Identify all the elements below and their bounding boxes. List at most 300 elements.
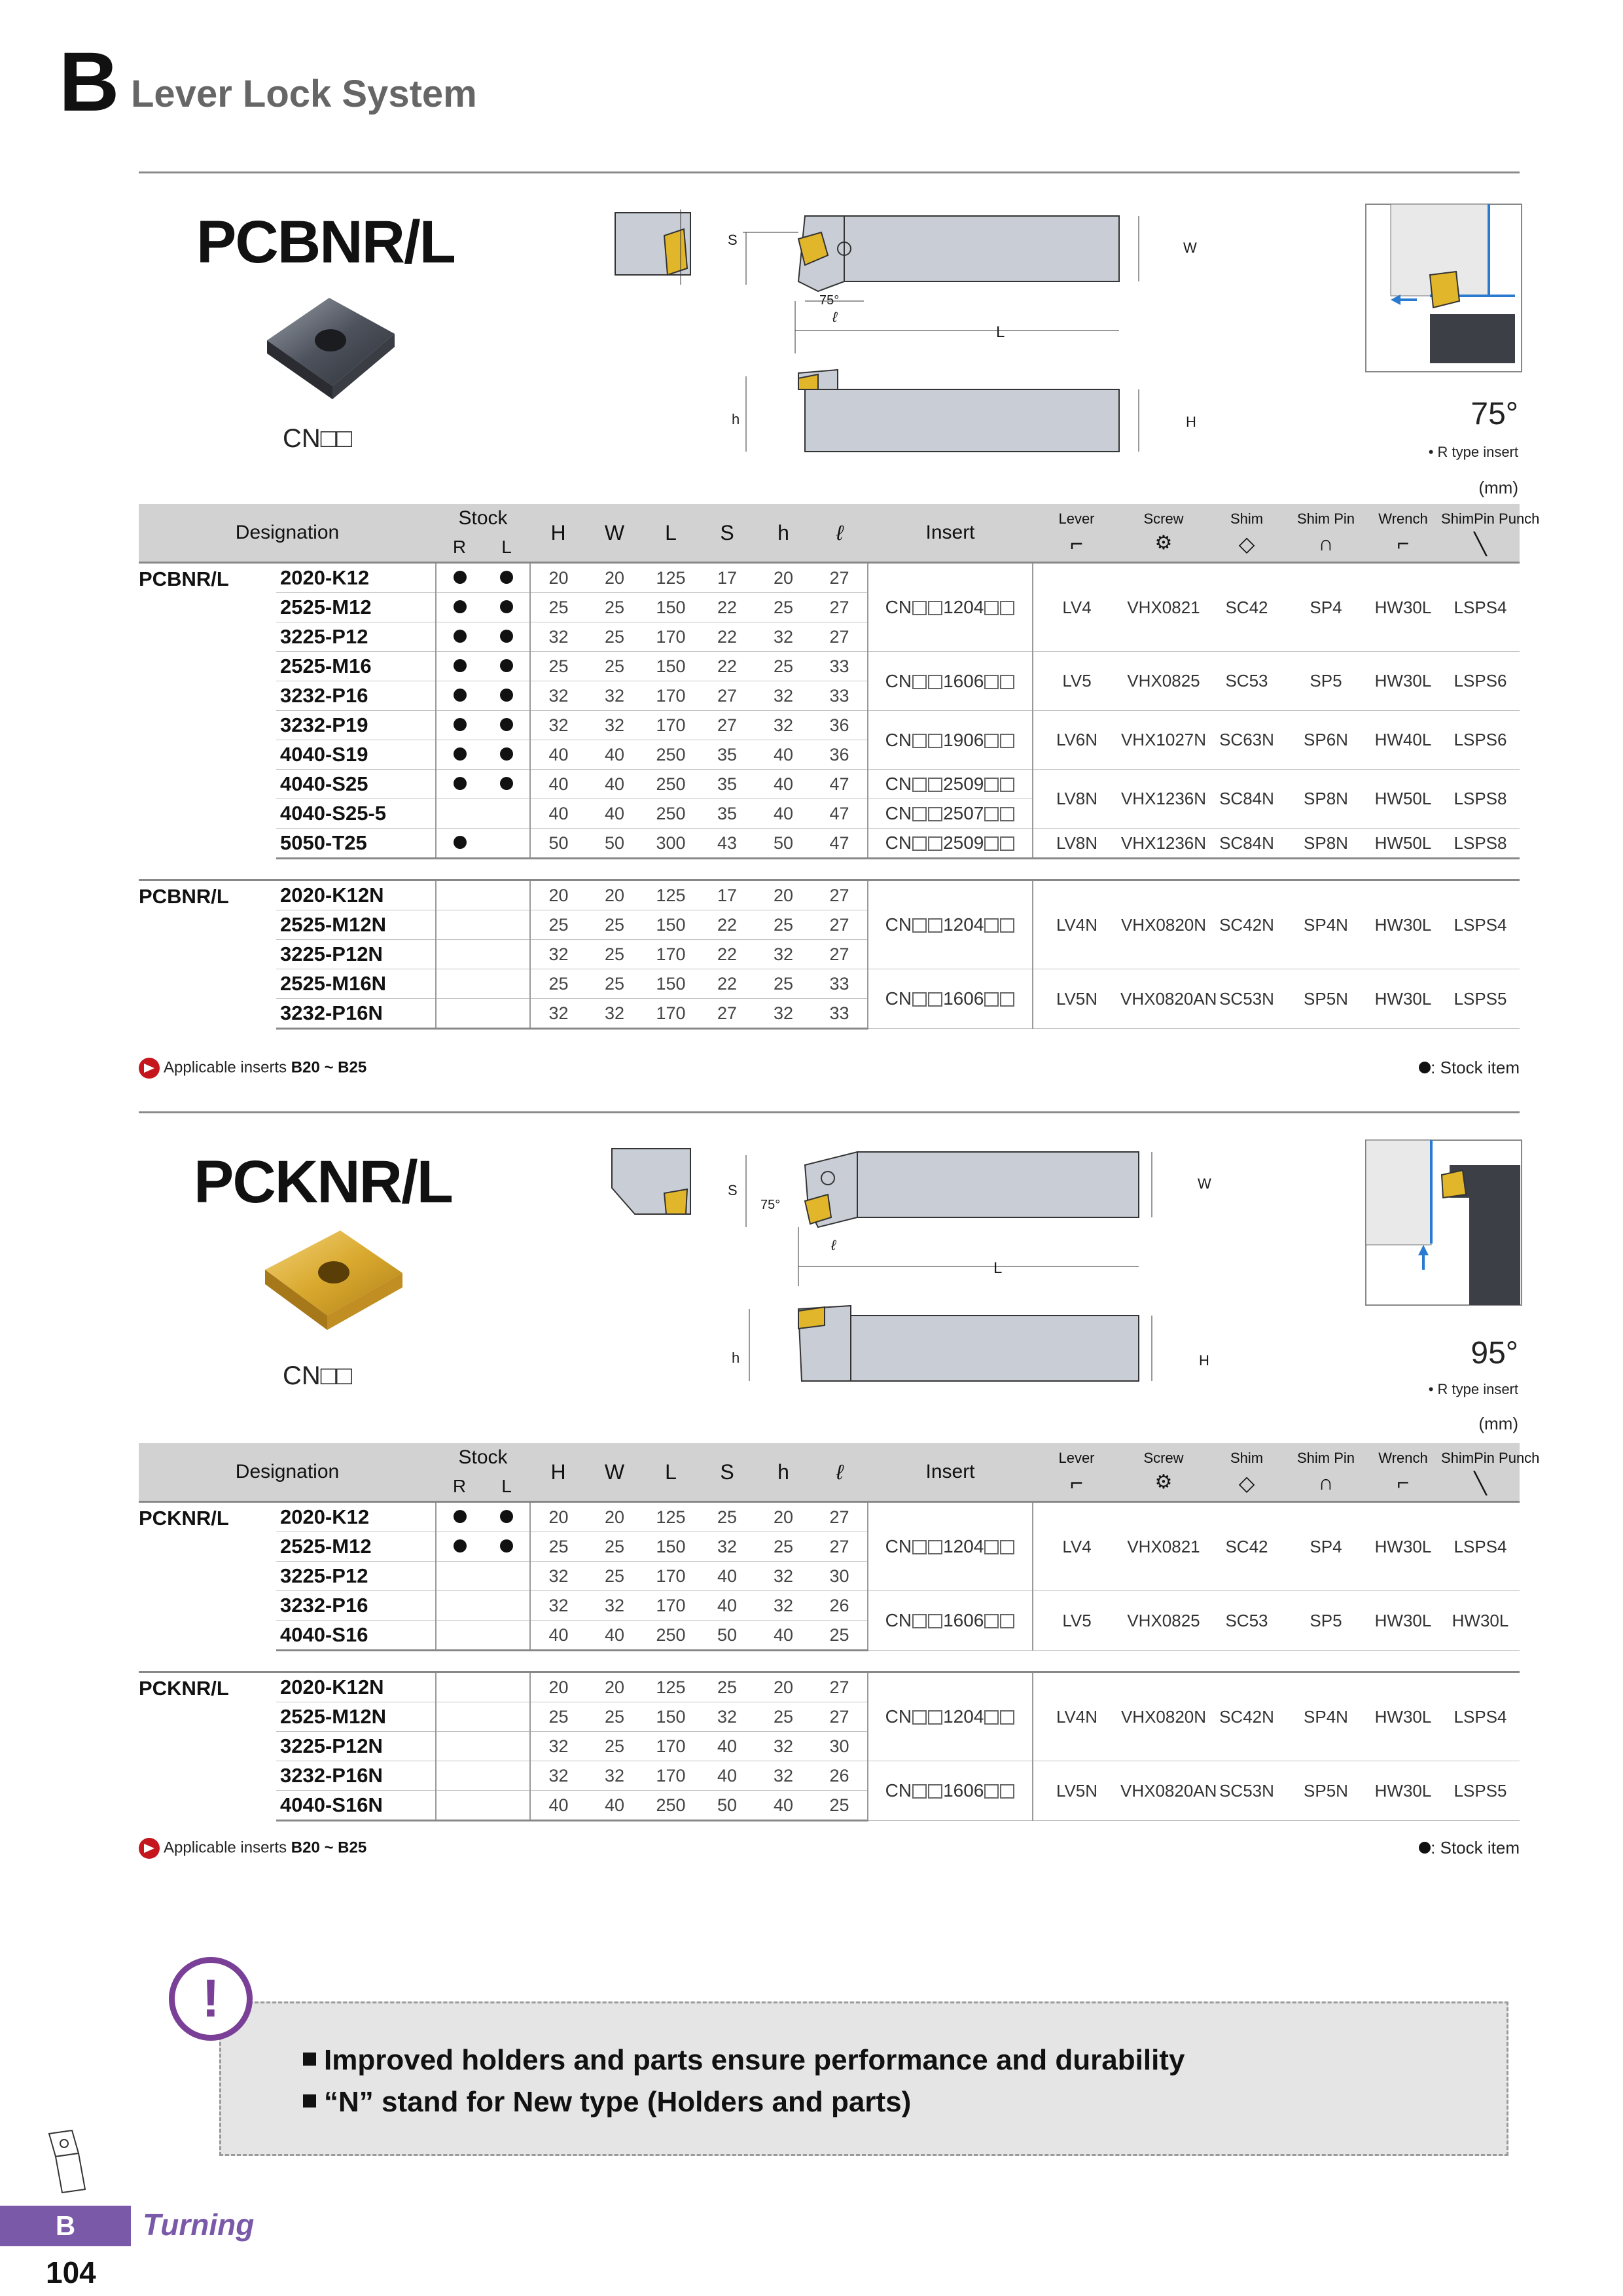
insert-cell: CN 1606 (868, 1591, 1033, 1651)
screw-cell: VHX0825 (1120, 652, 1207, 711)
designation-cell: 2525-M16 (276, 652, 436, 681)
dim-lsmall-cell: 27 (812, 1702, 868, 1732)
dim-lsmall-cell: 27 (812, 1672, 868, 1702)
dim-w-label-2: W (1198, 1175, 1211, 1192)
wrench-icon: ⌐ (1397, 1471, 1410, 1494)
screw-icon: ⚙ (1154, 1471, 1173, 1493)
table-row (139, 969, 1520, 999)
dim-s-label: S (728, 232, 738, 248)
stock-dot-icon (454, 571, 467, 584)
stock-l-cell (483, 1562, 530, 1591)
dim-s-label-2: S (728, 1182, 738, 1198)
dim-W-cell: 25 (586, 1732, 643, 1761)
screw-cell: VHX0820N (1120, 1672, 1207, 1761)
dim-h-cell: 20 (755, 1672, 812, 1702)
designation-cell: 3225-P12N (276, 940, 436, 969)
designation-cell: 4040-S25 (276, 770, 436, 799)
tool-diagram-pcknr (602, 1142, 1224, 1404)
insert-note-pcknr: • R type insert (1428, 1381, 1518, 1397)
applicable-inserts-1: Applicable inserts B20 ~ B25 (139, 1058, 366, 1079)
lever-cell: LV4 (1033, 1502, 1120, 1591)
spec-table-pcknr (139, 1443, 1540, 1821)
insert-code-pcbnr: CN□□ (283, 424, 353, 453)
cutting-view-pcknr (1364, 1139, 1523, 1306)
shim-cell: SC42 (1207, 1502, 1287, 1591)
pin-cell: SP8N (1287, 770, 1365, 829)
unit-pcknr: (mm) (1478, 1414, 1518, 1433)
dim-L-cell: 250 (643, 1791, 699, 1821)
dim-H-cell: 20 (530, 880, 586, 910)
dim-H-cell: 32 (530, 1562, 586, 1591)
stock-r-cell (436, 652, 483, 681)
stock-r-cell (436, 740, 483, 770)
product-title-pcbnr: PCBNR/L (196, 209, 455, 276)
dim-S-cell: 50 (699, 1621, 755, 1651)
dim-W-cell: 40 (586, 740, 643, 770)
arrow-icon (139, 1058, 160, 1079)
col-stock-r: R (436, 533, 483, 563)
insert-cell: CN 1606 (868, 652, 1033, 711)
dim-W-cell: 25 (586, 1702, 643, 1732)
stock-r-cell (436, 1791, 483, 1821)
lever-cell: LV8N (1033, 829, 1120, 859)
pin-cell: SP5 (1287, 652, 1365, 711)
stock-r-cell (436, 770, 483, 799)
dim-W-cell: 32 (586, 681, 643, 711)
designation-cell: 3232-P16 (276, 1591, 436, 1621)
dim-W-cell: 40 (586, 799, 643, 829)
dim-H-cell: 25 (530, 969, 586, 999)
dim-L-cell: 170 (643, 1761, 699, 1791)
pin-cell: SP5N (1287, 969, 1365, 1029)
dim-h-cell: 32 (755, 711, 812, 740)
shim-cell: SC53N (1207, 969, 1287, 1029)
dim-h-cell: 25 (755, 1532, 812, 1562)
dim-lsmall-cell: 27 (812, 910, 868, 940)
stock-r-cell (436, 593, 483, 622)
dim-w-label: W (1183, 240, 1197, 256)
dim-lsmall-cell: 33 (812, 681, 868, 711)
designation-cell: 2020-K12 (276, 1502, 436, 1532)
dim-S-cell: 35 (699, 740, 755, 770)
col-shim-pin: Shim Pin ∩ (1287, 1443, 1365, 1502)
dim-H-cell: 20 (530, 563, 586, 593)
col-shim: Shim ◇ (1207, 1443, 1287, 1502)
col-shimpin-punch: ShimPin Punch ╲ (1441, 1443, 1520, 1502)
pin-cell: SP4 (1287, 563, 1365, 652)
shim-cell: SC63N (1207, 711, 1287, 770)
stock-dot-icon (454, 659, 467, 672)
table-row (139, 711, 1520, 740)
dim-lsmall-cell: 47 (812, 770, 868, 799)
dim-L-cell: 125 (643, 1672, 699, 1702)
info-box (219, 2001, 1508, 2156)
dim-H-cell: 25 (530, 1532, 586, 1562)
stock-l-cell (483, 1791, 530, 1821)
stock-dot-icon (500, 630, 513, 643)
dim-lsmall-cell: 26 (812, 1591, 868, 1621)
dim-W-cell: 25 (586, 622, 643, 652)
stock-dot-icon (500, 571, 513, 584)
stock-r-cell (436, 1672, 483, 1702)
designation-cell: 2020-K12N (276, 1672, 436, 1702)
dim-h-label-2: h (732, 1350, 740, 1366)
wrench-cell: HW30L (1365, 1672, 1441, 1761)
designation-cell: 2525-M16N (276, 969, 436, 999)
col-h: h (755, 1443, 812, 1502)
pin-cell: SP8N (1287, 829, 1365, 859)
wrench-icon: ⌐ (1397, 531, 1410, 555)
dim-L-cell: 170 (643, 1732, 699, 1761)
stock-dot-icon (500, 747, 513, 761)
dim-h-cell: 50 (755, 829, 812, 859)
shim-cell: SC53 (1207, 1591, 1287, 1651)
dim-h-cell: 32 (755, 1591, 812, 1621)
tool-diagram-pcbnr (602, 203, 1224, 465)
screw-cell: VHX1236N (1120, 829, 1207, 859)
col-stock-l: L (483, 1472, 530, 1502)
designation-cell: 4040-S16N (276, 1791, 436, 1821)
shim-cell: SC84N (1207, 770, 1287, 829)
stock-r-cell (436, 622, 483, 652)
stock-r-cell (436, 880, 483, 910)
insert-cell: CN 2507 (868, 799, 1033, 829)
dim-lsmall-cell: 36 (812, 740, 868, 770)
lever-cell: LV4N (1033, 1672, 1120, 1761)
stock-l-cell (483, 1532, 530, 1562)
col-h: h (755, 504, 812, 563)
dim-W-cell: 25 (586, 1562, 643, 1591)
designation-cell: 3232-P16 (276, 681, 436, 711)
insert-cell: CN 1204 (868, 1502, 1033, 1591)
stock-dot-icon (1419, 1842, 1431, 1854)
stock-dot-icon (454, 689, 467, 702)
insert-cell: CN 2509 (868, 770, 1033, 799)
dim-H-label: H (1186, 414, 1196, 430)
stock-dot-icon (500, 600, 513, 613)
insert-cell: CN 1606 (868, 1761, 1033, 1821)
dim-S-cell: 40 (699, 1591, 755, 1621)
designation-cell: 3225-P12 (276, 622, 436, 652)
table-row (139, 563, 1520, 593)
dim-H-cell: 32 (530, 999, 586, 1029)
stock-l-cell (483, 1621, 530, 1651)
lever-cell: LV6N (1033, 711, 1120, 770)
stock-r-cell (436, 681, 483, 711)
dim-L-cell: 150 (643, 652, 699, 681)
dim-W-cell: 25 (586, 593, 643, 622)
angle-pcknr: 95° (1471, 1336, 1518, 1371)
dim-S-cell: 35 (699, 799, 755, 829)
dim-L-cell: 150 (643, 1702, 699, 1732)
stock-dot-icon (500, 777, 513, 790)
col-stock: Stock (436, 504, 530, 533)
designation-cell: 3232-P19 (276, 711, 436, 740)
dim-L-cell: 170 (643, 1591, 699, 1621)
dim-angle-label: 75° (819, 293, 840, 308)
stock-r-cell (436, 910, 483, 940)
designation-cell: 4040-S25-5 (276, 799, 436, 829)
table-row (139, 880, 1520, 910)
exclamation-icon: ! (169, 1957, 253, 2041)
dim-H-cell: 32 (530, 622, 586, 652)
dim-H-cell: 40 (530, 770, 586, 799)
dim-h-cell: 32 (755, 1761, 812, 1791)
dim-S-cell: 17 (699, 563, 755, 593)
dim-H-label-2: H (1199, 1352, 1209, 1369)
stock-l-cell (483, 1761, 530, 1791)
dim-h-label: h (732, 411, 740, 427)
dim-h-cell: 32 (755, 1562, 812, 1591)
stock-l-cell (483, 593, 530, 622)
dim-W-cell: 25 (586, 652, 643, 681)
dim-lsmall-cell: 33 (812, 969, 868, 999)
dim-W-cell: 40 (586, 770, 643, 799)
model-name: PCBNR/L (139, 563, 276, 859)
designation-cell: 2525-M12 (276, 1532, 436, 1562)
col-lsmall: ℓ (812, 1443, 868, 1502)
screw-cell: VHX0820AN (1120, 1761, 1207, 1821)
shim-cell: SC42N (1207, 880, 1287, 969)
dim-lsmall-cell: 30 (812, 1562, 868, 1591)
designation-cell: 2020-K12N (276, 880, 436, 910)
stock-dot-icon (454, 747, 467, 761)
insert-code-pcknr: CN□□ (283, 1361, 353, 1390)
dim-L-cell: 250 (643, 740, 699, 770)
stock-r-cell (436, 711, 483, 740)
section-letter: B (59, 35, 120, 129)
dim-L-cell: 125 (643, 1502, 699, 1532)
stock-l-cell (483, 1672, 530, 1702)
dim-S-cell: 50 (699, 1791, 755, 1821)
col-stock-r: R (436, 1472, 483, 1502)
dim-W-cell: 40 (586, 1621, 643, 1651)
stock-l-cell (483, 711, 530, 740)
dim-W-cell: 20 (586, 1502, 643, 1532)
table-row (139, 1672, 1520, 1702)
col-H: H (530, 1443, 586, 1502)
product-title-pcknr: PCKNR/L (194, 1149, 452, 1215)
stock-l-cell (483, 740, 530, 770)
dim-h-cell: 40 (755, 1621, 812, 1651)
dim-S-cell: 25 (699, 1672, 755, 1702)
screw-cell: VHX0825 (1120, 1591, 1207, 1651)
col-S: S (699, 504, 755, 563)
info-line-1: Improved holders and parts ensure performance and durability (303, 2044, 1185, 2077)
stock-dot-icon (500, 1539, 513, 1552)
dim-W-cell: 32 (586, 999, 643, 1029)
dim-H-cell: 32 (530, 1732, 586, 1761)
stock-l-cell (483, 681, 530, 711)
dim-W-cell: 20 (586, 563, 643, 593)
stock-r-cell (436, 1591, 483, 1621)
dim-S-cell: 32 (699, 1702, 755, 1732)
dim-S-cell: 32 (699, 1532, 755, 1562)
lever-cell: LV8N (1033, 770, 1120, 829)
dim-S-cell: 27 (699, 999, 755, 1029)
stock-r-cell (436, 940, 483, 969)
dim-W-cell: 25 (586, 1532, 643, 1562)
wrench-cell: HW50L (1365, 770, 1441, 829)
stock-l-cell (483, 910, 530, 940)
wrench-cell: HW30L (1365, 652, 1441, 711)
dim-h-cell: 20 (755, 563, 812, 593)
designation-cell: 3225-P12N (276, 1732, 436, 1761)
col-screw: Screw ⚙ (1120, 504, 1207, 563)
stock-r-cell (436, 1502, 483, 1532)
model-name: PCKNR/L (139, 1502, 276, 1651)
wrench-cell: HW30L (1365, 969, 1441, 1029)
screw-cell: VHX1236N (1120, 770, 1207, 829)
dim-h-cell: 20 (755, 880, 812, 910)
section-label: Turning (143, 2208, 255, 2242)
stock-l-cell (483, 1732, 530, 1761)
shim-icon: ◇ (1238, 1471, 1255, 1495)
col-H: H (530, 504, 586, 563)
lever-cell: LV5N (1033, 969, 1120, 1029)
col-W: W (586, 1443, 643, 1502)
shim-cell: SC84N (1207, 829, 1287, 859)
col-insert: Insert (868, 504, 1033, 563)
shim-cell: SC53N (1207, 1761, 1287, 1821)
dim-lsmall-cell: 27 (812, 622, 868, 652)
table-row (139, 1591, 1520, 1621)
lever-cell: LV4 (1033, 563, 1120, 652)
insert-cell: CN 1204 (868, 563, 1033, 652)
dim-h-cell: 32 (755, 681, 812, 711)
section-divider (139, 1111, 1520, 1113)
arrow-icon (139, 1838, 160, 1859)
wrench-cell: HW30L (1365, 1761, 1441, 1821)
dim-H-cell: 20 (530, 1502, 586, 1532)
pin-cell: SP4N (1287, 880, 1365, 969)
dim-L-cell: 170 (643, 940, 699, 969)
stock-r-cell (436, 1761, 483, 1791)
stock-l-cell (483, 1502, 530, 1532)
screw-cell: VHX0821 (1120, 1502, 1207, 1591)
dim-L-cell: 300 (643, 829, 699, 859)
col-L: L (643, 1443, 699, 1502)
stock-l-cell (483, 622, 530, 652)
dim-lsmall-cell: 33 (812, 999, 868, 1029)
section-tab: B (0, 2206, 131, 2246)
stock-dot-icon (500, 1510, 513, 1523)
table-row (139, 1761, 1520, 1791)
designation-cell: 4040-S16 (276, 1621, 436, 1651)
col-designation: Designation (139, 1443, 436, 1502)
dim-W-cell: 32 (586, 711, 643, 740)
dim-H-cell: 25 (530, 593, 586, 622)
designation-cell: 3225-P12 (276, 1562, 436, 1591)
dim-h-cell: 40 (755, 1791, 812, 1821)
dim-lsmall-label: ℓ (832, 309, 838, 325)
screw-cell: VHX0821 (1120, 563, 1207, 652)
dim-S-cell: 27 (699, 681, 755, 711)
lever-cell: LV5N (1033, 1761, 1120, 1821)
wrench-cell: HW30L (1365, 880, 1441, 969)
dim-lsmall-cell: 27 (812, 880, 868, 910)
dim-S-cell: 22 (699, 969, 755, 999)
bullet-square-icon (303, 2094, 316, 2108)
dim-angle-label-2: 75° (760, 1198, 781, 1212)
dim-L-cell: 250 (643, 799, 699, 829)
shim-cell: SC42N (1207, 1672, 1287, 1761)
stock-l-cell (483, 1591, 530, 1621)
stock-r-cell (436, 969, 483, 999)
model-name: PCBNR/L (139, 880, 276, 1029)
stock-r-cell (436, 999, 483, 1029)
info-line-2: “N” stand for New type (Holders and parts) (303, 2086, 911, 2119)
dim-lsmall-cell: 26 (812, 1761, 868, 1791)
stock-dot-icon (454, 1539, 467, 1552)
dim-lsmall-cell: 25 (812, 1791, 868, 1821)
dim-h-cell: 25 (755, 593, 812, 622)
stock-dot-icon (500, 689, 513, 702)
dim-L-cell: 170 (643, 1562, 699, 1591)
col-shim-pin: Shim Pin ∩ (1287, 504, 1365, 563)
dim-H-cell: 25 (530, 1702, 586, 1732)
punch-icon: ╲ (1474, 532, 1487, 556)
designation-cell: 3232-P16N (276, 999, 436, 1029)
stock-l-cell (483, 880, 530, 910)
dim-h-cell: 40 (755, 799, 812, 829)
dim-S-cell: 25 (699, 1502, 755, 1532)
dim-h-cell: 20 (755, 1502, 812, 1532)
dim-S-cell: 22 (699, 622, 755, 652)
cutting-view-pcbnr (1364, 203, 1523, 373)
angle-pcbnr: 75° (1471, 397, 1518, 431)
stock-l-cell (483, 563, 530, 593)
dim-S-cell: 40 (699, 1732, 755, 1761)
col-screw: Screw ⚙ (1120, 1443, 1207, 1502)
dim-h-cell: 25 (755, 910, 812, 940)
col-wrench: Wrench ⌐ (1365, 504, 1441, 563)
table-row (139, 1502, 1520, 1532)
dim-H-cell: 32 (530, 1591, 586, 1621)
punch-cell: LSPS4 (1441, 1502, 1520, 1591)
lever-icon: ⌐ (1070, 1471, 1083, 1496)
stock-l-cell (483, 770, 530, 799)
dim-W-cell: 20 (586, 880, 643, 910)
wrench-cell: HW30L (1365, 1591, 1441, 1651)
dim-lsmall-cell: 27 (812, 940, 868, 969)
punch-cell: LSPS4 (1441, 563, 1520, 652)
dim-h-cell: 25 (755, 969, 812, 999)
col-lever: Lever ⌐ (1033, 1443, 1120, 1502)
stock-l-cell (483, 940, 530, 969)
col-shim: Shim ◇ (1207, 504, 1287, 563)
insert-note-pcbnr: • R type insert (1428, 444, 1518, 460)
stock-r-cell (436, 1732, 483, 1761)
insert-image-pcbnr (254, 288, 404, 406)
punch-cell: HW30L (1441, 1591, 1520, 1651)
stock-dot-icon (454, 836, 467, 849)
spec-table-pcbnr (139, 504, 1540, 1030)
dim-lsmall-cell: 27 (812, 1532, 868, 1562)
dim-H-cell: 32 (530, 711, 586, 740)
punch-cell: LSPS4 (1441, 880, 1520, 969)
dim-W-cell: 20 (586, 1672, 643, 1702)
stock-l-cell (483, 969, 530, 999)
dim-lsmall-cell: 30 (812, 1732, 868, 1761)
col-stock: Stock (436, 1443, 530, 1472)
dim-H-cell: 40 (530, 1791, 586, 1821)
punch-cell: LSPS5 (1441, 1761, 1520, 1821)
dim-L-cell: 125 (643, 563, 699, 593)
stock-r-cell (436, 563, 483, 593)
dim-S-cell: 40 (699, 1562, 755, 1591)
col-stock-l: L (483, 533, 530, 563)
